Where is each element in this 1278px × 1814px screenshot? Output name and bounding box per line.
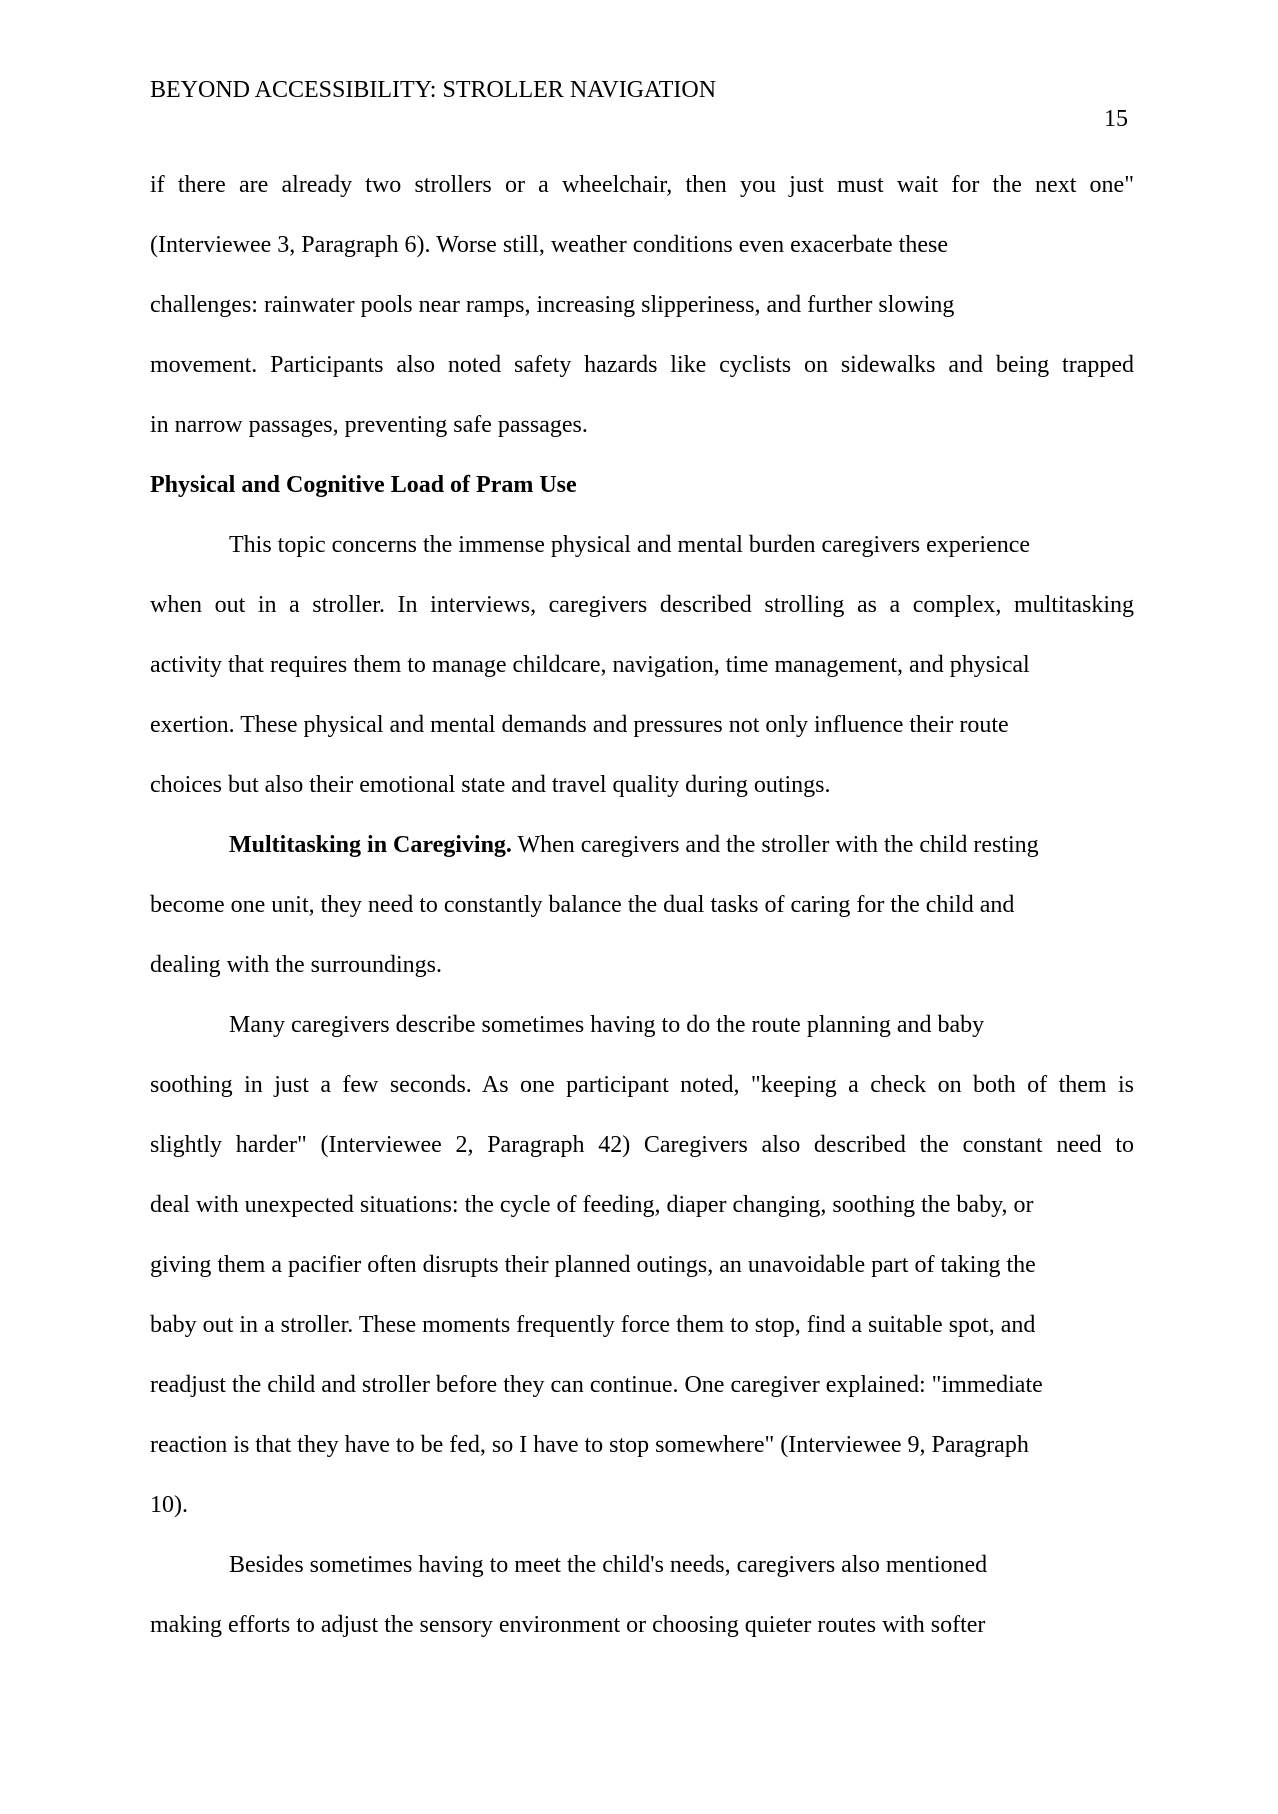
- text-line: become one unit, they need to constantly balance the dual tasks of caring for the child and: [150, 892, 1015, 918]
- text-line: slightly harder" (Interviewee 2, Paragraph 42) Caregivers also described the constant need to: [150, 1132, 1134, 1158]
- text-line: readjust the child and stroller before they can continue. One caregiver explained: "immediate: [150, 1372, 1043, 1398]
- text-line: This topic concerns the immense physical and mental burden caregivers experience: [229, 532, 1031, 558]
- text-line: choices but also their emotional state and travel quality during outings.: [150, 772, 831, 798]
- text-line: reaction is that they have to be fed, so I have to stop somewhere" (Interviewee 9, Paragraph: [150, 1432, 1029, 1458]
- text-line: Many caregivers describe sometimes having to do the route planning and baby: [229, 1012, 985, 1038]
- text-line: baby out in a stroller. These moments frequently force them to stop, find a suitable spot, and: [150, 1312, 1036, 1338]
- text-line: giving them a pacifier often disrupts their planned outings, an unavoidable part of taking the: [150, 1252, 1036, 1278]
- text-line: when out in a stroller. In interviews, caregivers described strolling as a complex, multitasking: [150, 592, 1134, 618]
- text-line: if there are already two strollers or a wheelchair, then you just must wait for the next one": [150, 172, 1134, 198]
- text-line: (Interviewee 3, Paragraph 6). Worse still, weather conditions even exacerbate these: [150, 232, 948, 258]
- text-line: in narrow passages, preventing safe passages.: [150, 412, 588, 438]
- text-line: activity that requires them to manage childcare, navigation, time management, and physical: [150, 652, 1030, 678]
- subsection-heading: Multitasking in Caregiving.: [229, 832, 512, 858]
- text-line: exertion. These physical and mental demands and pressures not only influence their route: [150, 712, 1009, 738]
- body-text: [150, 155, 1134, 1655]
- text-line: challenges: rainwater pools near ramps, increasing slipperiness, and further slowing: [150, 292, 955, 318]
- subsection-line: [150, 815, 1134, 875]
- text-line: movement. Participants also noted safety hazards like cyclists on sidewalks and being trapped: [150, 352, 1134, 378]
- text-line: making efforts to adjust the sensory environment or choosing quieter routes with softer: [150, 1612, 986, 1638]
- text-line: 10).: [150, 1492, 188, 1518]
- page-number: 15: [1104, 106, 1128, 132]
- running-head: BEYOND ACCESSIBILITY: STROLLER NAVIGATION: [150, 77, 717, 103]
- text-line: soothing in just a few seconds. As one participant noted, "keeping a check on both of them is: [150, 1072, 1134, 1098]
- text-line: deal with unexpected situations: the cycle of feeding, diaper changing, soothing the baby, or: [150, 1192, 1034, 1218]
- text-line: Besides sometimes having to meet the child's needs, caregivers also mentioned: [229, 1552, 988, 1578]
- section-heading: Physical and Cognitive Load of Pram Use: [150, 472, 577, 498]
- text-line: dealing with the surroundings.: [150, 952, 442, 978]
- subsection-text: When caregivers and the stroller with the child resting: [511, 832, 1039, 858]
